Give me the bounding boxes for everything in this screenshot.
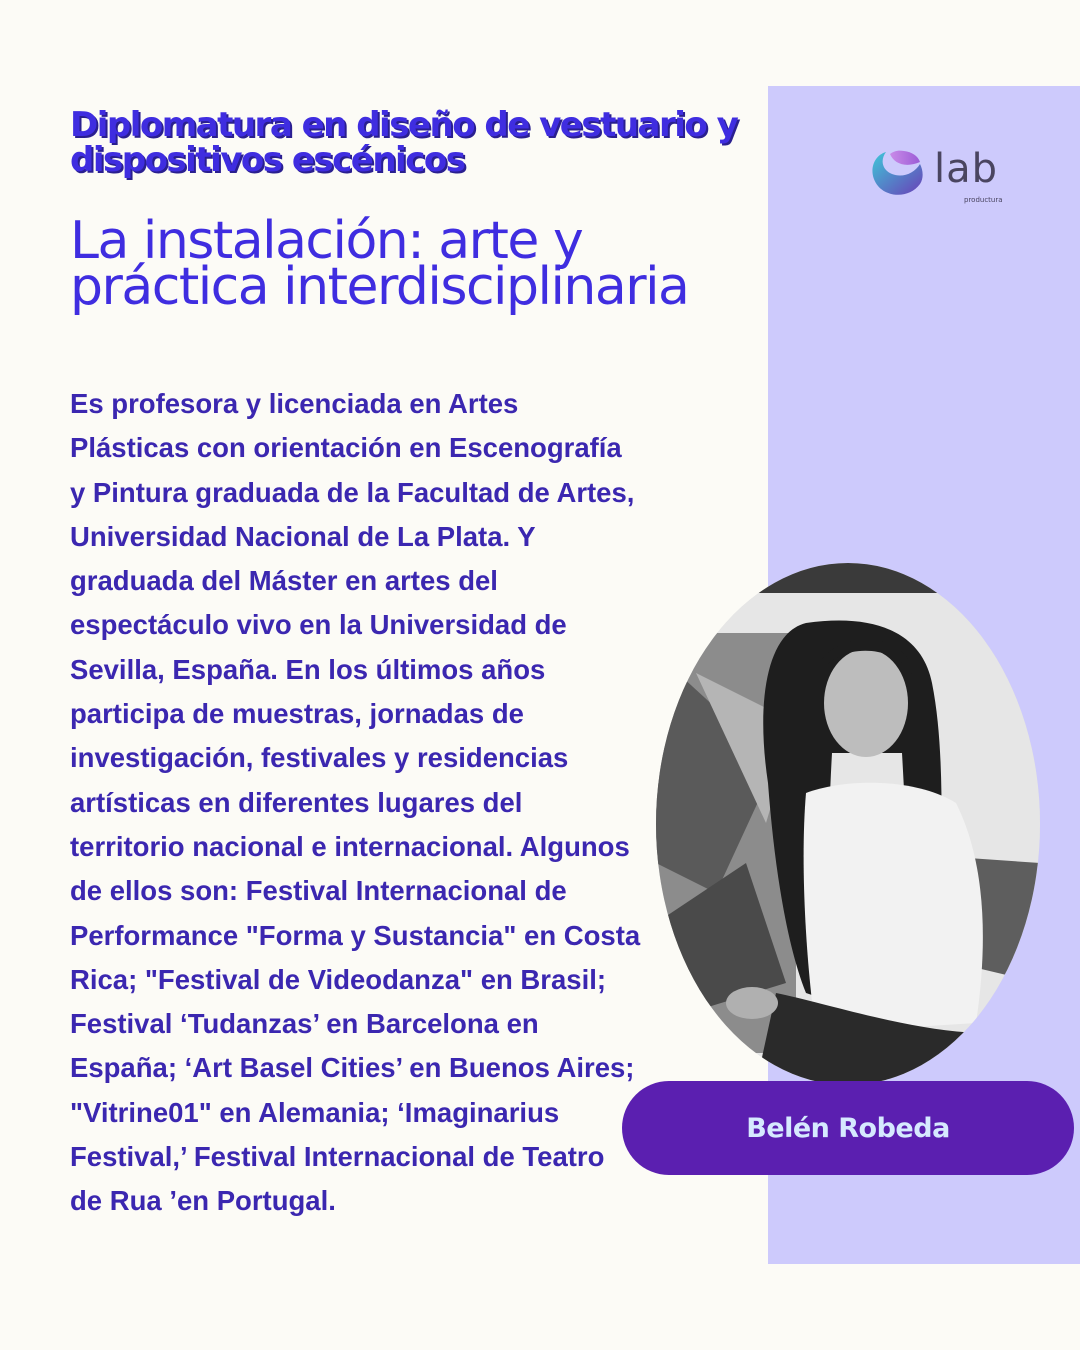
logo-word: lab <box>934 146 999 192</box>
logo <box>868 146 1018 210</box>
program-title: Diplomatura en diseño de vestuario y dispositivos escénicos <box>70 105 738 180</box>
wave-swirl-icon <box>868 148 928 200</box>
speaker-photo <box>656 563 1040 1085</box>
portrait-image <box>656 563 1040 1085</box>
logo-subtitle: productura <box>964 196 1003 204</box>
course-title: La instalación: arte y práctica interdisciplinaria <box>70 211 689 317</box>
speaker-bio: Es profesora y licenciada en Artes Plásticas con orientación en Escenografía y Pintura graduada de la Facultad de Artes, Universidad Nacional de La Plata. Y graduada del Máster en artes del espectáculo vivo en la Universidad de Sevilla, España. En los últimos años participa de muestras, jornadas de investigación, festivales y residencias artísticas en diferentes lugares del territorio nacional e internacional. Algunos de ellos son: Festival Internacional de Performance "Forma y Sustancia" en Costa Rica; "Festival de Videodanza" en Brasil; Festival ‘Tudanzas’ en Barcelona en España; ‘Art Basel Cities’ en Buenos Aires; "Vitrine01" en Alemania; ‘Imaginarius Festival,’ Festival Internacional de Teatro de Rua ’en Portugal. <box>70 388 641 1217</box>
speaker-name-pill <box>622 1081 1074 1175</box>
speaker-name: Belén Robeda <box>746 1112 950 1144</box>
